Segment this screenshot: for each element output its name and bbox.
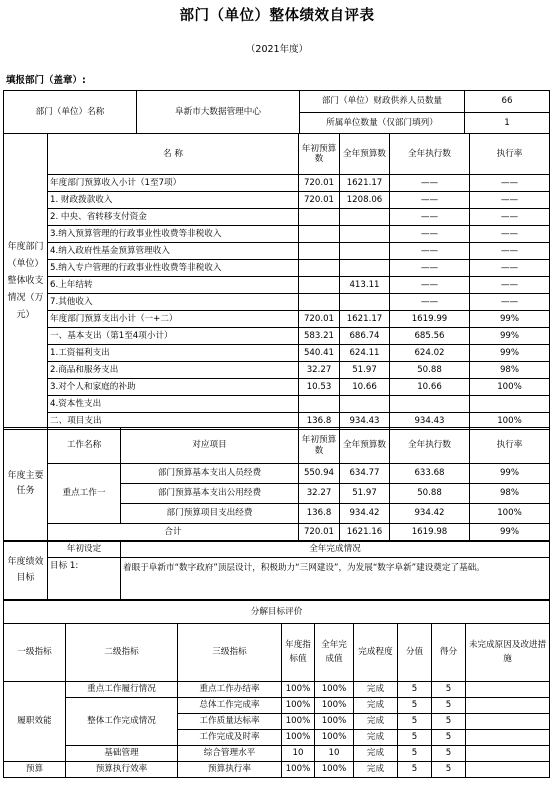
budget-row-full <box>340 260 390 277</box>
budget-row-rate: 99% <box>470 328 550 345</box>
eval-row-degree: 完成 <box>354 698 398 714</box>
budget-header-full: 全年预算数 <box>340 134 390 175</box>
task-total-plan: 720.01 <box>299 524 340 541</box>
budget-row-full: 1621.17 <box>340 311 390 328</box>
budget-row-plan <box>299 209 340 226</box>
eval-header-l2: 二级指标 <box>66 624 178 682</box>
eval-row-degree: 完成 <box>354 746 398 762</box>
eval-row-l2: 基础管理 <box>66 746 178 762</box>
eval-row-target: 10 <box>282 746 315 762</box>
task-row-plan: 32.27 <box>299 484 340 504</box>
task-total-label: 合计 <box>48 524 299 541</box>
budget-row-full <box>340 209 390 226</box>
budget-row-rate: —— <box>470 192 550 209</box>
budget-row-rate: 99% <box>470 311 550 328</box>
eval-row-target: 100% <box>282 698 315 714</box>
eval-row-score: 5 <box>432 682 466 698</box>
eval-row-score-full: 5 <box>398 730 432 746</box>
budget-header-name: 名 称 <box>48 134 299 175</box>
tasks-section-label: 年度主要任务 <box>4 428 48 541</box>
budget-row-full: 934.43 <box>340 413 390 430</box>
eval-row-target: 100% <box>282 762 315 778</box>
tasks-header-rate: 执行率 <box>470 428 550 464</box>
budget-row <box>4 328 550 345</box>
budget-row <box>4 226 550 243</box>
eval-row-degree: 完成 <box>354 714 398 730</box>
budget-row-name: 6.上年结转 <box>48 277 299 294</box>
eval-row-reason <box>466 746 550 762</box>
budget-row-full: 624.11 <box>340 345 390 362</box>
budget-row-rate: —— <box>470 294 550 311</box>
budget-row-exec: —— <box>390 226 470 243</box>
budget-row-full <box>340 226 390 243</box>
budget-row-plan <box>299 260 340 277</box>
task-work-name: 重点工作一 <box>48 464 121 524</box>
budget-row-plan <box>299 243 340 260</box>
task-row-full: 51.97 <box>340 484 390 504</box>
budget-row-full: 413.11 <box>340 277 390 294</box>
budget-row-name: 3.对个人和家庭的补助 <box>48 379 299 396</box>
eval-row-l3: 工作完成及时率 <box>178 730 282 746</box>
eval-row-l3: 总体工作完成率 <box>178 698 282 714</box>
eval-group-budget: 预算 <box>4 762 66 778</box>
task-row-item: 部门预算基本支出人员经费 <box>121 464 299 484</box>
task-row-exec: 633.68 <box>390 464 470 484</box>
eval-row-l3: 工作质量达标率 <box>178 714 282 730</box>
goals-section-label: 年度绩效目标 <box>4 542 48 600</box>
eval-row-score-full: 5 <box>398 714 432 730</box>
budget-row-name: 5.纳入专户管理的行政事业性收费等非税收入 <box>48 260 299 277</box>
budget-row <box>4 345 550 362</box>
budget-row <box>4 175 550 192</box>
budget-header-exec: 全年执行数 <box>390 134 470 175</box>
eval-row-score-full: 5 <box>398 698 432 714</box>
dept-name-label: 部门（单位）名称 <box>4 91 137 134</box>
budget-row-name: 1. 财政拨款收入 <box>48 192 299 209</box>
budget-row-full: 686.74 <box>340 328 390 345</box>
budget-row-name: 4.纳入政府性基金预算管理收入 <box>48 243 299 260</box>
eval-row-score-full: 5 <box>398 762 432 778</box>
eval-row-reason <box>466 730 550 746</box>
budget-row-exec: —— <box>390 294 470 311</box>
eval-row-reason <box>466 698 550 714</box>
budget-row-full: 51.97 <box>340 362 390 379</box>
budget-row-rate: 98% <box>470 362 550 379</box>
eval-row-l3: 综合管理水平 <box>178 746 282 762</box>
eval-header-l3: 三级指标 <box>178 624 282 682</box>
goals-table <box>3 541 550 600</box>
budget-row-exec: 1619.99 <box>390 311 470 328</box>
budget-row-rate: 100% <box>470 379 550 396</box>
eval-table <box>3 600 550 778</box>
task-row-full: 634.77 <box>340 464 390 484</box>
budget-row-rate: —— <box>470 260 550 277</box>
filing-unit-label: 填报部门（盖章）: <box>6 75 86 86</box>
budget-row-exec: 934.43 <box>390 413 470 430</box>
budget-row-plan: 10.53 <box>299 379 340 396</box>
eval-header-score: 得分 <box>432 624 466 682</box>
budget-row-exec: 624.02 <box>390 345 470 362</box>
eval-row-reason <box>466 682 550 698</box>
task-row-item: 部门预算基本支出公用经费 <box>121 484 299 504</box>
eval-row-degree: 完成 <box>354 730 398 746</box>
eval-row <box>4 746 550 762</box>
report-year: （2021年度） <box>245 44 309 55</box>
eval-row-score-full: 5 <box>398 682 432 698</box>
task-row-plan: 136.8 <box>299 504 340 524</box>
budget-row-exec: 50.88 <box>390 362 470 379</box>
budget-row <box>4 243 550 260</box>
tasks-header-name: 工作名称 <box>48 428 121 464</box>
budget-row-exec <box>390 396 470 413</box>
budget-row-full: 1621.17 <box>340 175 390 192</box>
budget-row-plan <box>299 294 340 311</box>
budget-row <box>4 311 550 328</box>
eval-row-target: 100% <box>282 714 315 730</box>
eval-row-target: 100% <box>282 682 315 698</box>
eval-row-l3: 预算执行率 <box>178 762 282 778</box>
budget-row-plan: 32.27 <box>299 362 340 379</box>
budget-row-name: 年度部门预算收入小计（1至7项） <box>48 175 299 192</box>
budget-row-name: 3.纳入预算管理的行政事业性收费等非税收入 <box>48 226 299 243</box>
eval-header-l1: 一级指标 <box>4 624 66 682</box>
budget-row-name: 4.资本性支出 <box>48 396 299 413</box>
budget-row-plan: 720.01 <box>299 192 340 209</box>
eval-row <box>4 698 550 714</box>
budget-row <box>4 209 550 226</box>
budget-row-plan: 720.01 <box>299 175 340 192</box>
budget-row-plan <box>299 277 340 294</box>
task-row-plan: 550.94 <box>299 464 340 484</box>
budget-row-rate: —— <box>470 243 550 260</box>
eval-row-l3: 重点工作办结率 <box>178 682 282 698</box>
budget-row-exec: —— <box>390 209 470 226</box>
eval-row-score: 5 <box>432 714 466 730</box>
budget-row-full <box>340 294 390 311</box>
budget-row-exec: 10.66 <box>390 379 470 396</box>
budget-row <box>4 362 550 379</box>
budget-header-plan: 年初预算数 <box>299 134 340 175</box>
budget-row-name: 2. 中央、省转移支付资金 <box>48 209 299 226</box>
eval-row <box>4 762 550 778</box>
task-total-row <box>4 524 550 541</box>
budget-row-full: 10.66 <box>340 379 390 396</box>
task-row-item: 部门预算项目支出经费 <box>121 504 299 524</box>
eval-header-done: 全年完成值 <box>315 624 354 682</box>
budget-row-rate: 100% <box>470 413 550 430</box>
budget-row <box>4 396 550 413</box>
eval-row-done: 100% <box>315 698 354 714</box>
task-total-full: 1621.16 <box>340 524 390 541</box>
tasks-header-item: 对应项目 <box>121 428 299 464</box>
eval-row-reason <box>466 714 550 730</box>
budget-row-full <box>340 243 390 260</box>
task-row-exec: 934.42 <box>390 504 470 524</box>
dept-name-value: 阜新市大数据管理中心 <box>137 91 300 134</box>
sub-unit-count-value: 1 <box>465 113 550 134</box>
eval-row-l2: 重点工作履行情况 <box>66 682 178 698</box>
budget-row-rate: —— <box>470 226 550 243</box>
goal-target-text: 着眼于阜新市“数字政府”顶层设计，积极助力“三网建设”，为发展“数字阜新”建设奠定了基础。 <box>121 558 550 600</box>
tasks-header-exec: 全年执行数 <box>390 428 470 464</box>
budget-row-plan <box>299 226 340 243</box>
budget-row-name: 年度部门预算支出小计（一+二） <box>48 311 299 328</box>
eval-group-performance: 履职效能 <box>4 682 66 762</box>
staff-count-value: 66 <box>465 91 550 113</box>
eval-row-done: 100% <box>315 714 354 730</box>
budget-row-name: 7.其他收入 <box>48 294 299 311</box>
eval-header-score-full: 分值 <box>398 624 432 682</box>
task-row-rate: 99% <box>470 464 550 484</box>
budget-row-rate: —— <box>470 277 550 294</box>
budget-row-full: 1208.06 <box>340 192 390 209</box>
dept-info-table <box>3 90 550 134</box>
page-title: 部门（单位）整体绩效自评表 <box>179 8 375 24</box>
eval-row-done: 100% <box>315 682 354 698</box>
budget-row-name: 一、基本支出（第1至4项小计） <box>48 328 299 345</box>
budget-row-plan: 136.8 <box>299 413 340 430</box>
budget-row-plan: 720.01 <box>299 311 340 328</box>
eval-row-done: 100% <box>315 762 354 778</box>
budget-row <box>4 260 550 277</box>
goals-col-done: 全年完成情况 <box>121 542 550 558</box>
budget-row-rate <box>470 396 550 413</box>
task-total-exec: 1619.98 <box>390 524 470 541</box>
eval-row-degree: 完成 <box>354 762 398 778</box>
task-row <box>4 464 550 484</box>
eval-header-degree: 完成程度 <box>354 624 398 682</box>
budget-row-exec: —— <box>390 192 470 209</box>
eval-row-score: 5 <box>432 698 466 714</box>
eval-row-target: 100% <box>282 730 315 746</box>
eval-row-score-full: 5 <box>398 746 432 762</box>
eval-header-reason: 未完成原因及改进措施 <box>466 624 550 682</box>
budget-row-name: 二、项目支出 <box>48 413 299 430</box>
eval-row-score: 5 <box>432 730 466 746</box>
budget-section-label: 年度部门（单位）整体收支情况（万元） <box>4 134 48 430</box>
budget-row <box>4 192 550 209</box>
task-row-rate: 100% <box>470 504 550 524</box>
goal-target-label: 目标 1: <box>48 558 121 600</box>
staff-count-label: 部门（单位）财政供养人员数量 <box>300 91 465 113</box>
budget-row-plan: 540.41 <box>299 345 340 362</box>
budget-table <box>3 133 550 430</box>
goals-col-plan: 年初设定 <box>48 542 121 558</box>
budget-row-exec: —— <box>390 175 470 192</box>
eval-row-score: 5 <box>432 762 466 778</box>
budget-row-plan <box>299 396 340 413</box>
budget-header-rate: 执行率 <box>470 134 550 175</box>
task-row-rate: 98% <box>470 484 550 504</box>
budget-row-exec: —— <box>390 260 470 277</box>
budget-row-full <box>340 396 390 413</box>
tasks-header-plan: 年初预算数 <box>299 428 340 464</box>
eval-row-l2: 整体工作完成情况 <box>66 698 178 746</box>
eval-section-title: 分解目标评价 <box>4 601 550 624</box>
budget-row <box>4 277 550 294</box>
budget-row-exec: 685.56 <box>390 328 470 345</box>
eval-header-target: 年度指标值 <box>282 624 315 682</box>
eval-row-reason <box>466 762 550 778</box>
eval-row-l2: 预算执行效率 <box>66 762 178 778</box>
task-row-exec: 50.88 <box>390 484 470 504</box>
eval-row-degree: 完成 <box>354 682 398 698</box>
budget-row-rate: —— <box>470 209 550 226</box>
tasks-header-full: 全年预算数 <box>340 428 390 464</box>
budget-row-rate: 99% <box>470 345 550 362</box>
task-row-full: 934.42 <box>340 504 390 524</box>
budget-row-rate: —— <box>470 175 550 192</box>
eval-row <box>4 682 550 698</box>
budget-row-exec: —— <box>390 277 470 294</box>
tasks-table <box>3 427 550 541</box>
eval-row-done: 100% <box>315 730 354 746</box>
sub-unit-count-label: 所属单位数量（仅部门填列） <box>300 113 465 134</box>
eval-row-score: 5 <box>432 746 466 762</box>
eval-row-done: 10 <box>315 746 354 762</box>
budget-row <box>4 294 550 311</box>
task-total-rate: 99% <box>470 524 550 541</box>
budget-row-exec: —— <box>390 243 470 260</box>
budget-row-name: 2.商品和服务支出 <box>48 362 299 379</box>
budget-row-plan: 583.21 <box>299 328 340 345</box>
budget-row <box>4 379 550 396</box>
budget-row-name: 1.工资福利支出 <box>48 345 299 362</box>
